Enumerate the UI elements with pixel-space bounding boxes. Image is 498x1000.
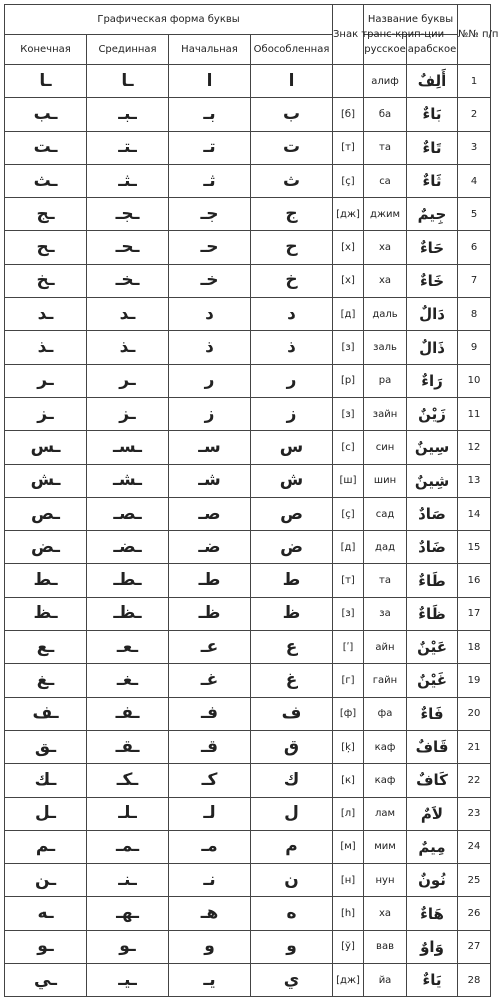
isolated-form: ف <box>251 697 333 730</box>
final-form: ـظ <box>5 597 87 630</box>
initial-form: جـ <box>169 198 251 231</box>
isolated-form: م <box>251 830 333 863</box>
medial-form: ـظـ <box>87 597 169 630</box>
transcription: [н] <box>333 864 364 897</box>
initial-form: ظـ <box>169 597 251 630</box>
final-form: ـج <box>5 198 87 231</box>
medial-form: ـمـ <box>87 830 169 863</box>
table-row <box>5 65 491 98</box>
final-form: ـش <box>5 464 87 497</box>
initial-form: بـ <box>169 98 251 131</box>
header-name-arabic: арабское <box>407 35 458 65</box>
name-arabic: سِينٌ <box>407 431 458 464</box>
transcription: [з] <box>333 597 364 630</box>
name-arabic: قَافٌ <box>407 730 458 763</box>
name-russian: мим <box>364 830 407 863</box>
initial-form: د <box>169 298 251 331</box>
initial-form: حـ <box>169 231 251 264</box>
name-russian: ба <box>364 98 407 131</box>
name-arabic: ضَادٌ <box>407 531 458 564</box>
final-form: ـح <box>5 231 87 264</box>
header-row-top <box>5 5 491 35</box>
table-row <box>5 98 491 131</box>
initial-form: ضـ <box>169 531 251 564</box>
initial-form: ا <box>169 65 251 98</box>
name-russian: дад <box>364 531 407 564</box>
header-name-russian: русское <box>364 35 407 65</box>
name-arabic: حَاءٌ <box>407 231 458 264</box>
row-number: 26 <box>458 897 491 930</box>
transcription: [м] <box>333 830 364 863</box>
isolated-form: ض <box>251 531 333 564</box>
name-russian: нун <box>364 864 407 897</box>
initial-form: غـ <box>169 664 251 697</box>
final-form: ـض <box>5 531 87 564</box>
name-arabic: عَيْنٌ <box>407 631 458 664</box>
row-number: 15 <box>458 531 491 564</box>
isolated-form: ر <box>251 364 333 397</box>
medial-form: ـثـ <box>87 164 169 197</box>
name-arabic: مِيمٌ <box>407 830 458 863</box>
isolated-form: ه <box>251 897 333 930</box>
name-arabic: يَاءٌ <box>407 964 458 997</box>
transcription: [ш] <box>333 464 364 497</box>
table-row <box>5 298 491 331</box>
medial-form: ـد <box>87 298 169 331</box>
name-russian: зайн <box>364 397 407 430</box>
name-arabic: تَاءٌ <box>407 131 458 164</box>
row-number: 23 <box>458 797 491 830</box>
name-russian: фа <box>364 697 407 730</box>
table-row <box>5 198 491 231</box>
medial-form: ـيـ <box>87 964 169 997</box>
transcription: [с] <box>333 431 364 464</box>
header-transcription: Знак транс-крип-ции <box>333 5 364 65</box>
initial-form: خـ <box>169 264 251 297</box>
isolated-form: ي <box>251 964 333 997</box>
transcription: [ў] <box>333 930 364 963</box>
isolated-form: ك <box>251 764 333 797</box>
transcription: [ʹ] <box>333 631 364 664</box>
table-row <box>5 664 491 697</box>
initial-form: هـ <box>169 897 251 930</box>
header-graphic-form: Графическая форма буквы <box>5 5 333 35</box>
table-row <box>5 497 491 530</box>
medial-form: ـلـ <box>87 797 169 830</box>
row-number: 18 <box>458 631 491 664</box>
initial-form: ز <box>169 397 251 430</box>
final-form: ـع <box>5 631 87 664</box>
transcription: [т] <box>333 564 364 597</box>
final-form: ـل <box>5 797 87 830</box>
medial-form: ـفـ <box>87 697 169 730</box>
row-number: 2 <box>458 98 491 131</box>
table-row <box>5 730 491 763</box>
final-form: ـر <box>5 364 87 397</box>
table-row <box>5 264 491 297</box>
medial-form: ـذ <box>87 331 169 364</box>
initial-form: عـ <box>169 631 251 664</box>
name-arabic: صَادٌ <box>407 497 458 530</box>
table-row <box>5 231 491 264</box>
row-number: 27 <box>458 930 491 963</box>
name-russian: йа <box>364 964 407 997</box>
name-arabic: ذَالٌ <box>407 331 458 364</box>
transcription: [ç] <box>333 164 364 197</box>
medial-form: ـحـ <box>87 231 169 264</box>
name-russian: та <box>364 131 407 164</box>
row-number: 13 <box>458 464 491 497</box>
row-number: 16 <box>458 564 491 597</box>
initial-form: و <box>169 930 251 963</box>
medial-form: ـخـ <box>87 264 169 297</box>
initial-form: ر <box>169 364 251 397</box>
final-form: ـم <box>5 830 87 863</box>
isolated-form: د <box>251 298 333 331</box>
header-initial: Начальная <box>169 35 251 65</box>
transcription: [л] <box>333 797 364 830</box>
row-number: 21 <box>458 730 491 763</box>
table-row <box>5 464 491 497</box>
final-form: ـص <box>5 497 87 530</box>
initial-form: طـ <box>169 564 251 597</box>
table-row <box>5 897 491 930</box>
transcription: [р] <box>333 364 364 397</box>
name-arabic: ثَاءٌ <box>407 164 458 197</box>
row-number: 22 <box>458 764 491 797</box>
name-russian: вав <box>364 930 407 963</box>
name-arabic: نُونٌ <box>407 864 458 897</box>
medial-form: ـغـ <box>87 664 169 697</box>
transcription <box>333 65 364 98</box>
row-number: 24 <box>458 830 491 863</box>
name-arabic: لاَمٌ <box>407 797 458 830</box>
isolated-form: ز <box>251 397 333 430</box>
transcription: [г] <box>333 664 364 697</box>
initial-form: نـ <box>169 864 251 897</box>
name-arabic: زَيْنٌ <box>407 397 458 430</box>
transcription: [т] <box>333 131 364 164</box>
row-number: 11 <box>458 397 491 430</box>
row-number: 5 <box>458 198 491 231</box>
final-form: ـق <box>5 730 87 763</box>
isolated-form: ن <box>251 864 333 897</box>
initial-form: سـ <box>169 431 251 464</box>
name-arabic: فَاءٌ <box>407 697 458 730</box>
transcription: [h] <box>333 897 364 930</box>
final-form: ـه <box>5 897 87 930</box>
name-russian: син <box>364 431 407 464</box>
initial-form: تـ <box>169 131 251 164</box>
table-row <box>5 164 491 197</box>
medial-form: ـر <box>87 364 169 397</box>
transcription: [д] <box>333 531 364 564</box>
final-form: ـد <box>5 298 87 331</box>
final-form: ـط <box>5 564 87 597</box>
row-number: 20 <box>458 697 491 730</box>
medial-form: ـهـ <box>87 897 169 930</box>
row-number: 8 <box>458 298 491 331</box>
header-letter-name: Название буквы <box>364 5 458 35</box>
table-row <box>5 631 491 664</box>
medial-form: ـسـ <box>87 431 169 464</box>
name-arabic: رَاءٌ <box>407 364 458 397</box>
name-arabic: طَاءٌ <box>407 564 458 597</box>
row-number: 14 <box>458 497 491 530</box>
table-row <box>5 131 491 164</box>
isolated-form: ب <box>251 98 333 131</box>
name-russian: шин <box>364 464 407 497</box>
name-arabic: دَالٌ <box>407 298 458 331</box>
row-number: 3 <box>458 131 491 164</box>
arabic-alphabet-table <box>4 4 498 997</box>
name-russian: са <box>364 164 407 197</box>
name-arabic: خَاءٌ <box>407 264 458 297</box>
transcription: [к] <box>333 764 364 797</box>
initial-form: مـ <box>169 830 251 863</box>
initial-form: صـ <box>169 497 251 530</box>
final-form: ـذ <box>5 331 87 364</box>
row-number: 25 <box>458 864 491 897</box>
isolated-form: ق <box>251 730 333 763</box>
initial-form: فـ <box>169 697 251 730</box>
name-russian: каф <box>364 730 407 763</box>
transcription: [з] <box>333 397 364 430</box>
row-number: 12 <box>458 431 491 464</box>
name-russian: алиф <box>364 65 407 98</box>
name-russian: ха <box>364 231 407 264</box>
isolated-form: ذ <box>251 331 333 364</box>
medial-form: ـطـ <box>87 564 169 597</box>
isolated-form: ش <box>251 464 333 497</box>
table-row <box>5 964 491 997</box>
header-number: №№ п/п <box>458 5 491 65</box>
name-arabic: بَاءٌ <box>407 98 458 131</box>
final-form: ـا <box>5 65 87 98</box>
name-arabic: ظَاءٌ <box>407 597 458 630</box>
final-form: ـز <box>5 397 87 430</box>
final-form: ـس <box>5 431 87 464</box>
table-row <box>5 331 491 364</box>
isolated-form: خ <box>251 264 333 297</box>
row-number: 1 <box>458 65 491 98</box>
name-russian: джим <box>364 198 407 231</box>
name-arabic: أَلِفٌ <box>407 65 458 98</box>
header-medial: Срединная <box>87 35 169 65</box>
transcription: [б] <box>333 98 364 131</box>
row-number: 6 <box>458 231 491 264</box>
medial-form: ـعـ <box>87 631 169 664</box>
transcription: [ç] <box>333 497 364 530</box>
isolated-form: غ <box>251 664 333 697</box>
isolated-form: ظ <box>251 597 333 630</box>
row-number: 7 <box>458 264 491 297</box>
medial-form: ـصـ <box>87 497 169 530</box>
isolated-form: و <box>251 930 333 963</box>
letter-rows <box>5 65 491 997</box>
medial-form: ـا <box>87 65 169 98</box>
final-form: ـك <box>5 764 87 797</box>
row-number: 9 <box>458 331 491 364</box>
name-russian: каф <box>364 764 407 797</box>
name-russian: ха <box>364 264 407 297</box>
name-russian: за <box>364 597 407 630</box>
table-row <box>5 397 491 430</box>
initial-form: كـ <box>169 764 251 797</box>
isolated-form: ا <box>251 65 333 98</box>
medial-form: ـو <box>87 930 169 963</box>
final-form: ـخ <box>5 264 87 297</box>
table-row <box>5 797 491 830</box>
final-form: ـف <box>5 697 87 730</box>
name-russian: сад <box>364 497 407 530</box>
isolated-form: ل <box>251 797 333 830</box>
name-arabic: شِينٌ <box>407 464 458 497</box>
initial-form: ثـ <box>169 164 251 197</box>
isolated-form: ط <box>251 564 333 597</box>
medial-form: ـقـ <box>87 730 169 763</box>
final-form: ـت <box>5 131 87 164</box>
final-form: ـغ <box>5 664 87 697</box>
initial-form: لـ <box>169 797 251 830</box>
name-russian: лам <box>364 797 407 830</box>
name-arabic: وَاوٌ <box>407 930 458 963</box>
name-arabic: هَاءٌ <box>407 897 458 930</box>
name-russian: даль <box>364 298 407 331</box>
medial-form: ـكـ <box>87 764 169 797</box>
medial-form: ـبـ <box>87 98 169 131</box>
isolated-form: ح <box>251 231 333 264</box>
transcription: [ф] <box>333 697 364 730</box>
name-arabic: غَيْنٌ <box>407 664 458 697</box>
final-form: ـو <box>5 930 87 963</box>
isolated-form: ت <box>251 131 333 164</box>
initial-form: شـ <box>169 464 251 497</box>
medial-form: ـضـ <box>87 531 169 564</box>
initial-form: قـ <box>169 730 251 763</box>
table-row <box>5 764 491 797</box>
transcription: [ķ] <box>333 730 364 763</box>
name-russian: ха <box>364 897 407 930</box>
name-russian: та <box>364 564 407 597</box>
transcription: [дж] <box>333 964 364 997</box>
transcription: [дж] <box>333 198 364 231</box>
name-russian: ра <box>364 364 407 397</box>
medial-form: ـجـ <box>87 198 169 231</box>
transcription: [з] <box>333 331 364 364</box>
table-row <box>5 830 491 863</box>
final-form: ـث <box>5 164 87 197</box>
name-arabic: كَافٌ <box>407 764 458 797</box>
final-form: ـب <box>5 98 87 131</box>
row-number: 19 <box>458 664 491 697</box>
name-russian: айн <box>364 631 407 664</box>
isolated-form: ث <box>251 164 333 197</box>
medial-form: ـشـ <box>87 464 169 497</box>
transcription: [х] <box>333 231 364 264</box>
header-final: Конечная <box>5 35 87 65</box>
table-row <box>5 431 491 464</box>
name-arabic: جِيمٌ <box>407 198 458 231</box>
medial-form: ـنـ <box>87 864 169 897</box>
table-row <box>5 531 491 564</box>
table-row <box>5 364 491 397</box>
medial-form: ـز <box>87 397 169 430</box>
table-row <box>5 564 491 597</box>
initial-form: ذ <box>169 331 251 364</box>
isolated-form: ع <box>251 631 333 664</box>
final-form: ـن <box>5 864 87 897</box>
table-row <box>5 864 491 897</box>
row-number: 28 <box>458 964 491 997</box>
transcription: [х] <box>333 264 364 297</box>
row-number: 10 <box>458 364 491 397</box>
row-number: 17 <box>458 597 491 630</box>
isolated-form: ج <box>251 198 333 231</box>
isolated-form: ص <box>251 497 333 530</box>
transcription: [д] <box>333 298 364 331</box>
medial-form: ـتـ <box>87 131 169 164</box>
name-russian: гайн <box>364 664 407 697</box>
final-form: ـي <box>5 964 87 997</box>
header-isolated: Обособленная <box>251 35 333 65</box>
table-row <box>5 597 491 630</box>
initial-form: يـ <box>169 964 251 997</box>
name-russian: заль <box>364 331 407 364</box>
table-row <box>5 697 491 730</box>
row-number: 4 <box>458 164 491 197</box>
table-row <box>5 930 491 963</box>
isolated-form: س <box>251 431 333 464</box>
